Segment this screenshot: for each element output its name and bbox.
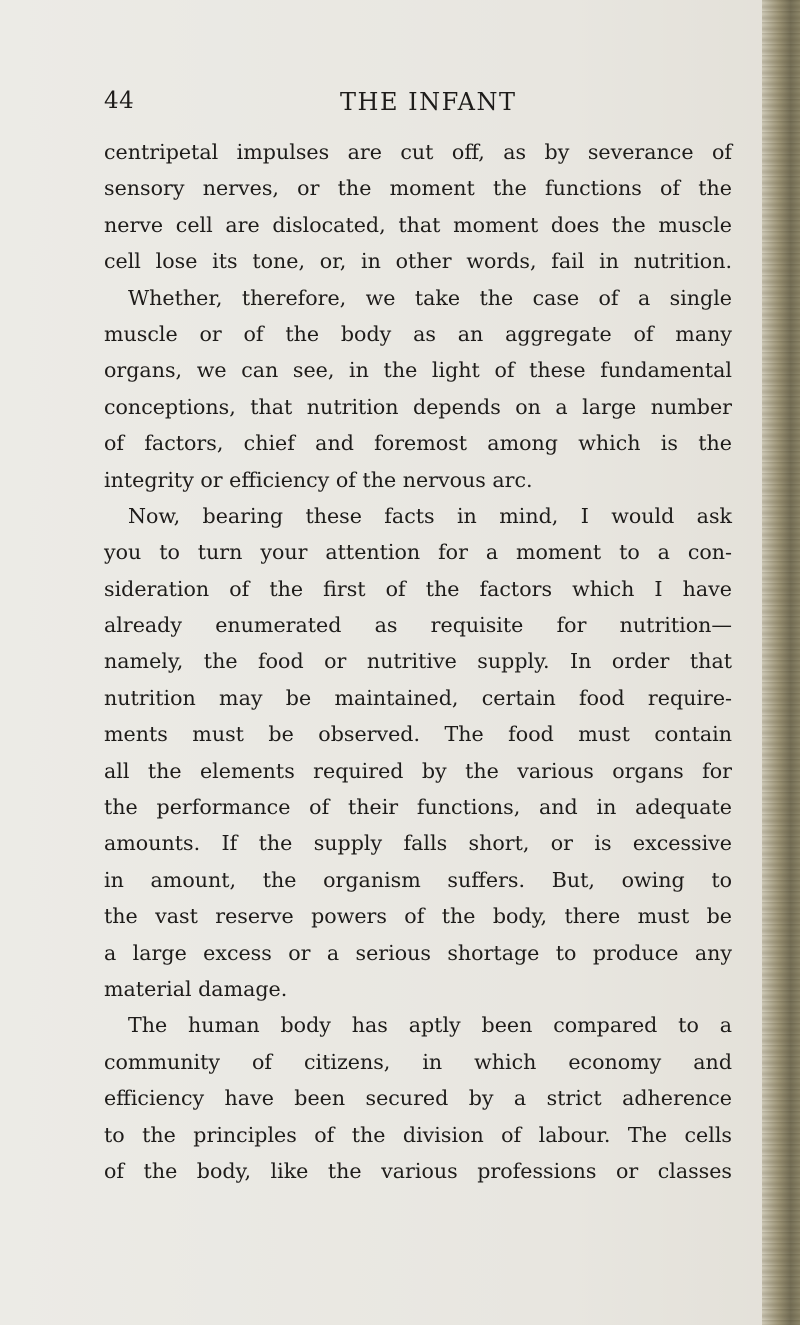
text-line: centripetal impulses are cut off, as by severance of [104, 140, 732, 164]
text-line: of the body, like the various professions or classes [104, 1158, 732, 1183]
body-text [104, 134, 732, 1189]
text-line: integrity or efficiency of the nervous arc. [104, 467, 533, 492]
text-line: you to turn your attention for a moment to a con- [104, 540, 732, 565]
text-line: the vast reserve powers of the body, there must be [104, 904, 732, 929]
page-edge [762, 0, 800, 1325]
text-line: muscle or of the body as an aggregate of many [104, 321, 732, 346]
text-line: already enumerated as requisite for nutrition— [104, 613, 732, 638]
text-line: to the principles of the division of labour. The cells [104, 1122, 732, 1147]
text-line: a large excess or a serious shortage to produce any [104, 940, 732, 965]
text-line: amounts. If the supply falls short, or is excessive [104, 831, 732, 856]
running-head: THE INFANT [340, 88, 517, 116]
text-line: nutrition may be maintained, certain food require- [104, 685, 732, 710]
text-line: The human body has aptly been compared to a [128, 1013, 732, 1038]
text-line: of factors, chief and foremost among which is the [104, 431, 732, 456]
text-line: all the elements required by the various organs for [104, 758, 732, 783]
text-line: namely, the food or nutritive supply. In order that [104, 649, 732, 674]
page-header [104, 88, 724, 122]
text-line: sideration of the first of the factors which I have [104, 576, 732, 601]
text-line: material damage. [104, 976, 288, 1001]
text-line: sensory nerves, or the moment the functions of the [104, 176, 732, 201]
text-line: Now, bearing these facts in mind, I would ask [128, 503, 732, 528]
text-line: ments must be observed. The food must contain [104, 722, 732, 747]
text-line: organs, we can see, in the light of these fundamental [104, 358, 732, 383]
text-line: in amount, the organism suffers. But, owing to [104, 867, 732, 892]
text-line: efficiency have been secured by a strict adherence [104, 1086, 732, 1111]
text-line: community of citizens, in which economy and [104, 1049, 732, 1074]
text-line: the performance of their functions, and in adequate [104, 795, 732, 820]
text-line: cell lose its tone, or, in other words, fail in nutrition. [104, 249, 732, 274]
text-line: Whether, therefore, we take the case of a single [128, 285, 732, 310]
text-line: conceptions, that nutrition depends on a large number [104, 394, 732, 419]
page-number: 44 [104, 88, 135, 114]
text-line: nerve cell are dislocated, that moment does the muscle [104, 212, 732, 237]
